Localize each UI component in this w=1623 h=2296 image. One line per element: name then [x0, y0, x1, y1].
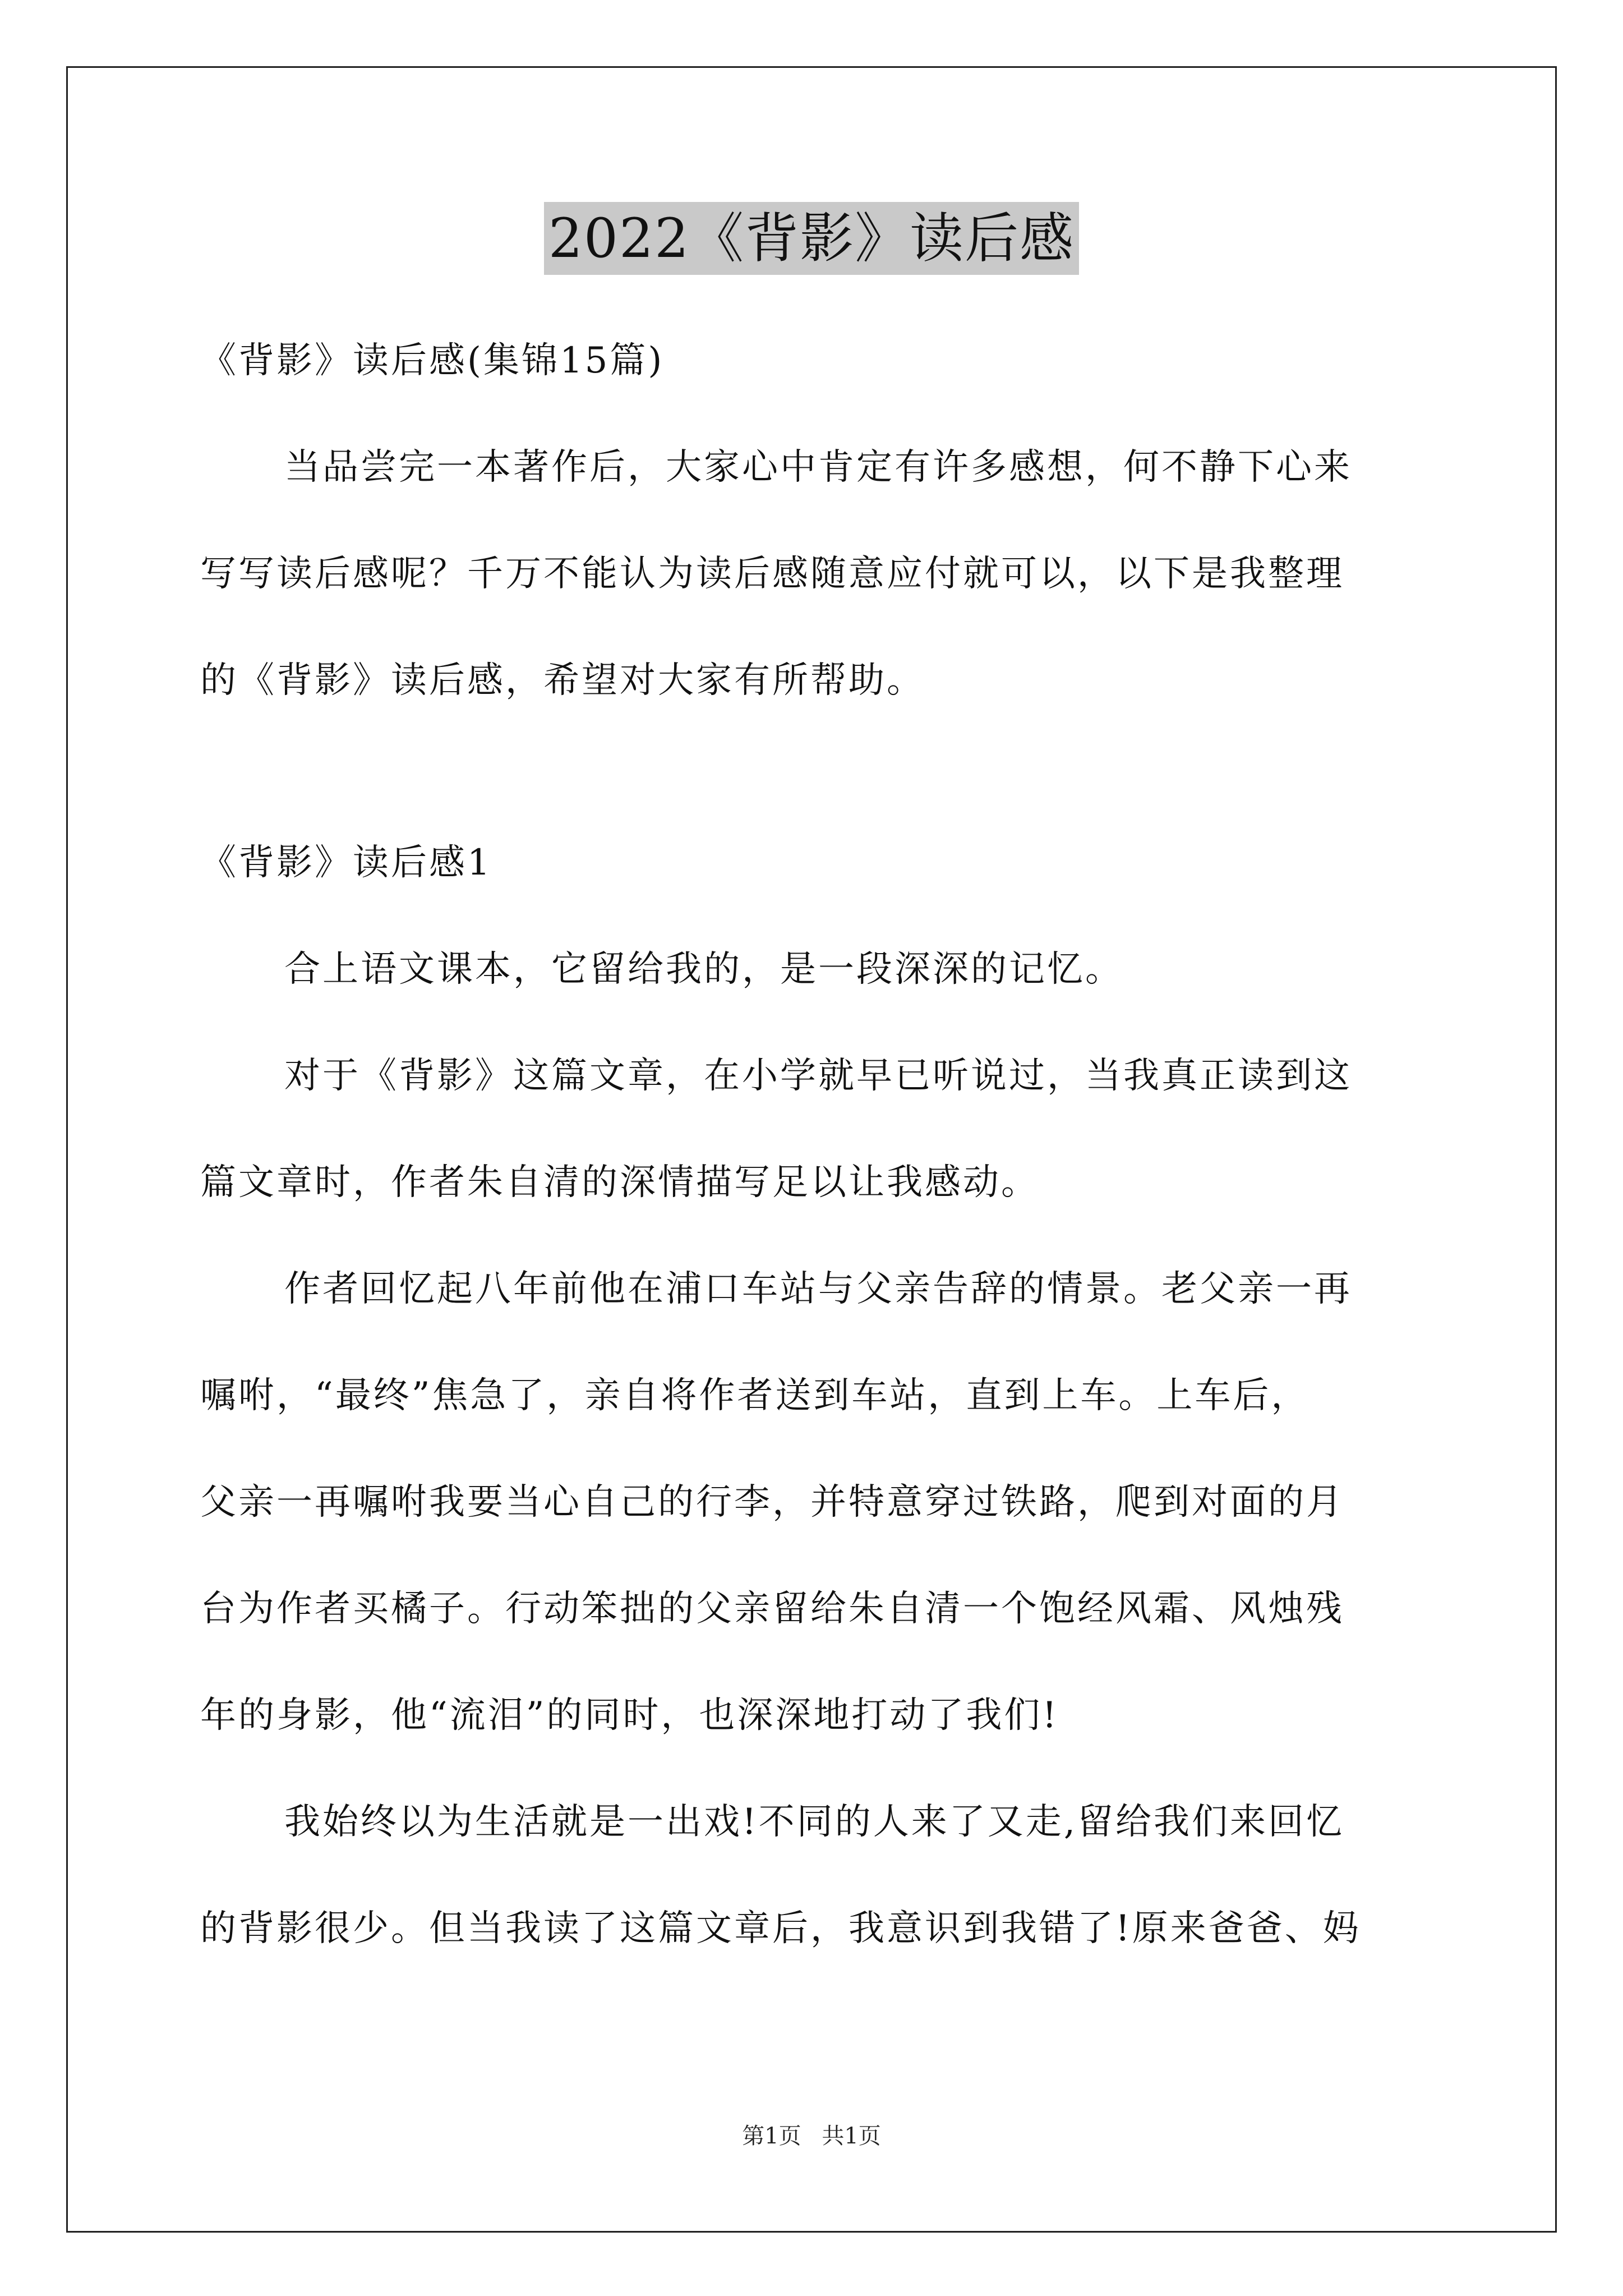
- section-heading: 《背影》读后感1: [200, 842, 492, 884]
- body-line: 合上语文课本，它留给我的，是一段深深的记忆。: [284, 949, 1123, 990]
- document-title: 2022《背影》读后感: [544, 202, 1079, 275]
- page-total: 共1页: [822, 2123, 881, 2149]
- document-body: [200, 307, 1434, 1982]
- body-line: 对于《背影》这篇文章，在小学就早已听说过，当我真正读到这: [284, 1055, 1352, 1097]
- intro-line: 写写读后感呢？千万不能认为读后感随意应付就可以，以下是我整理: [200, 553, 1344, 595]
- body-line: 台为作者买橘子。行动笨拙的父亲留给朱自清一个饱经风霜、风烛残: [200, 1588, 1344, 1630]
- body-line: 年的身影，他“流泪”的同时，也深深地打动了我们!: [200, 1695, 1059, 1736]
- body-line: 我始终以为生活就是一出戏!不同的人来了又走,留给我们来回忆: [284, 1801, 1345, 1843]
- body-line: 父亲一再嘱咐我要当心自己的行李，并特意穿过铁路，爬到对面的月: [200, 1481, 1344, 1523]
- subtitle: 《背影》读后感(集锦15篇): [200, 340, 665, 381]
- title-container: [0, 202, 1623, 275]
- intro-line: 当品尝完一本著作后，大家心中肯定有许多感想，何不静下心来: [284, 447, 1352, 488]
- body-line: 篇文章时，作者朱自清的深情描写足以让我感动。: [200, 1162, 1039, 1203]
- intro-line: 的《背影》读后感，希望对大家有所帮助。: [200, 660, 925, 701]
- body-line: 的背影很少。但当我读了这篇文章后，我意识到我错了!原来爸爸、妈: [200, 1908, 1361, 1949]
- page-number: 第1页: [742, 2123, 801, 2149]
- body-line: 作者回忆起八年前他在浦口车站与父亲告辞的情景。老父亲一再: [284, 1268, 1352, 1310]
- body-line: 嘱咐，“最终”焦急了，亲自将作者送到车站，直到上车。上车后，: [200, 1375, 1310, 1416]
- page-footer: [0, 2119, 1623, 2153]
